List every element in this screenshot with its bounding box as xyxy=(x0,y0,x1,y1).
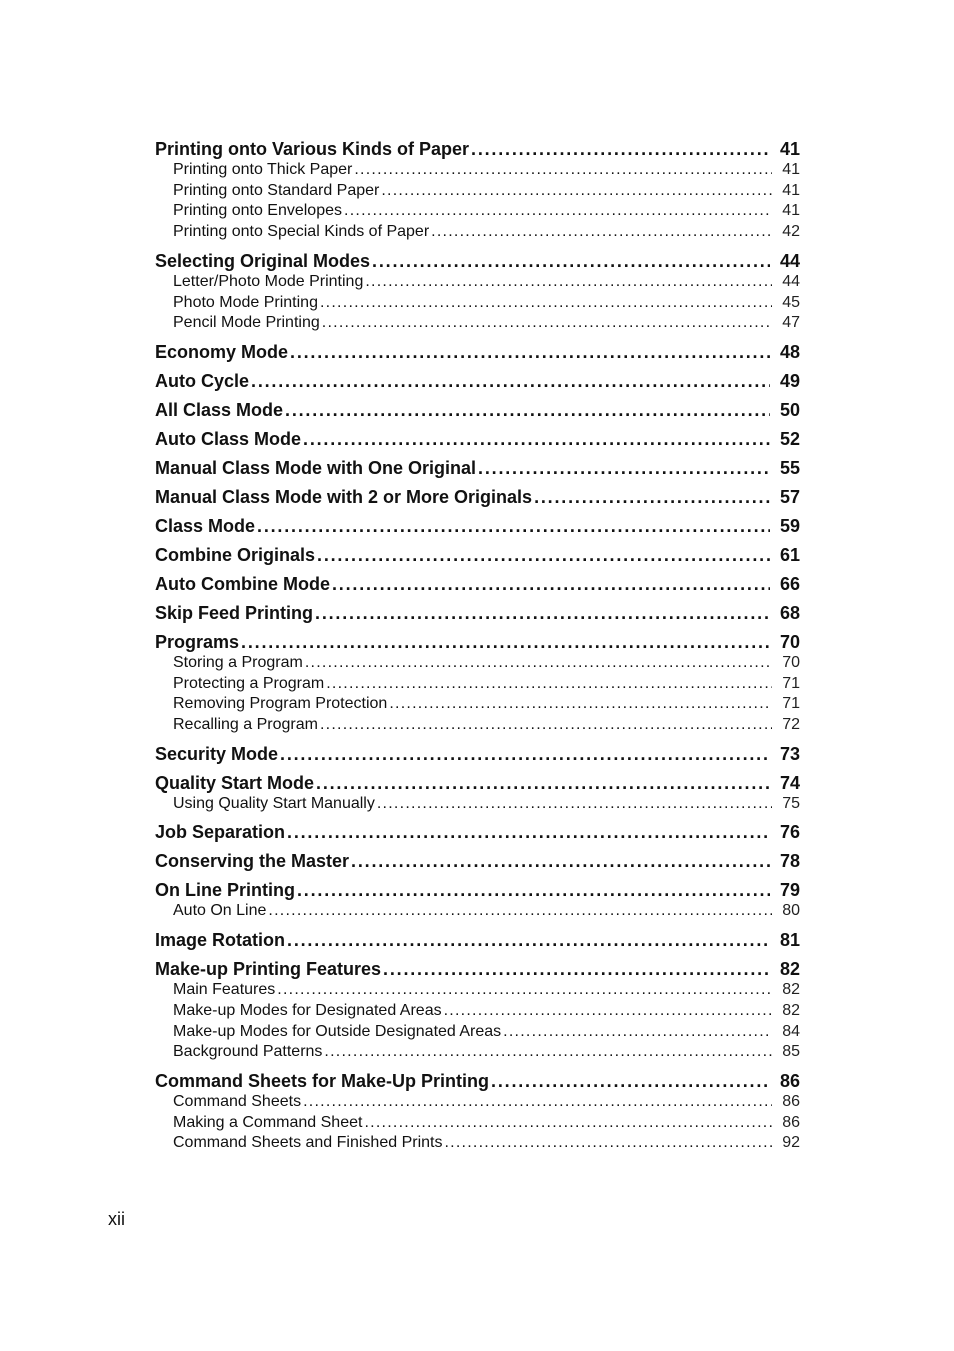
toc-entry-title: Make-up Modes for Outside Designated Areas xyxy=(173,1022,502,1040)
toc-dot-leader xyxy=(354,160,772,181)
toc-entry-title: Protecting a Program xyxy=(173,674,325,692)
toc-section-entry xyxy=(155,631,800,653)
toc-section-entry xyxy=(155,879,800,901)
toc-entry-title: Letter/Photo Mode Printing xyxy=(173,272,364,290)
toc-dot-leader xyxy=(251,370,770,392)
table-of-contents xyxy=(155,138,800,1154)
toc-entry-title: Background Patterns xyxy=(173,1043,323,1061)
toc-dot-leader xyxy=(320,715,772,736)
toc-dot-leader xyxy=(290,341,770,363)
toc-subsection-entry xyxy=(155,1022,800,1043)
toc-entry-title: Storing a Program xyxy=(173,653,303,671)
toc-subsection-entry xyxy=(155,674,800,695)
toc-section-entry xyxy=(155,958,800,980)
toc-dot-leader xyxy=(277,980,772,1001)
toc-subsection-entry xyxy=(155,1133,800,1154)
toc-entry-page: 48 xyxy=(779,341,800,362)
toc-entry-title: Photo Mode Printing xyxy=(173,293,318,311)
toc-entry-title: Recalling a Program xyxy=(173,716,318,734)
toc-dot-leader xyxy=(316,772,770,794)
toc-entry-title: Economy Mode xyxy=(155,341,289,362)
toc-entry-page: 81 xyxy=(779,930,800,951)
toc-entry-title: Conserving the Master xyxy=(155,851,350,872)
toc-entry-title: Auto Cycle xyxy=(155,370,250,391)
toc-entry-page: 50 xyxy=(779,399,800,420)
toc-entry-title: Printing onto Special Kinds of Paper xyxy=(173,223,430,241)
toc-entry-title: Image Rotation xyxy=(155,930,286,951)
toc-entry-title: Removing Program Protection xyxy=(173,695,388,713)
toc-subsection-entry xyxy=(155,901,800,922)
toc-subsection-entry xyxy=(155,694,800,715)
toc-subsection-entry xyxy=(155,715,800,736)
toc-section-entry xyxy=(155,515,800,537)
toc-section-entry xyxy=(155,428,800,450)
toc-entry-page: 76 xyxy=(779,822,800,843)
toc-entry-page: 80 xyxy=(782,902,800,920)
toc-entry-page: 45 xyxy=(782,293,800,311)
toc-entry-page: 82 xyxy=(779,959,800,980)
toc-section-entry xyxy=(155,341,800,363)
toc-entry-title: Manual Class Mode with One Original xyxy=(155,457,477,478)
toc-entry-page: 73 xyxy=(779,743,800,764)
toc-entry-title: Selecting Original Modes xyxy=(155,250,371,271)
toc-entry-page: 49 xyxy=(779,370,800,391)
toc-dot-leader xyxy=(444,1001,773,1022)
toc-entry-title: Job Separation xyxy=(155,822,286,843)
toc-entry-page: 52 xyxy=(779,428,800,449)
toc-entry-page: 41 xyxy=(779,139,800,159)
toc-subsection-entry xyxy=(155,181,800,202)
toc-section-entry xyxy=(155,850,800,872)
toc-entry-title: Printing onto Various Kinds of Paper xyxy=(155,139,470,159)
toc-dot-leader xyxy=(444,1133,772,1154)
toc-dot-leader xyxy=(280,743,770,765)
toc-subsection-entry xyxy=(155,222,800,243)
toc-dot-leader xyxy=(326,674,772,695)
toc-dot-leader xyxy=(389,694,772,715)
toc-subsection-entry xyxy=(155,1092,800,1113)
toc-entry-page: 42 xyxy=(782,223,800,241)
toc-entry-title: Class Mode xyxy=(155,515,256,536)
toc-entry-page: 70 xyxy=(779,631,800,652)
toc-dot-leader xyxy=(377,794,772,815)
toc-entry-title: Auto Combine Mode xyxy=(155,573,330,594)
toc-entry-page: 57 xyxy=(779,486,800,507)
toc-dot-leader xyxy=(268,901,772,922)
toc-dot-leader xyxy=(381,181,772,202)
toc-dot-leader xyxy=(305,653,772,674)
toc-section-entry xyxy=(155,602,800,624)
toc-dot-leader xyxy=(315,602,770,624)
page-number: xii xyxy=(108,1209,125,1229)
toc-dot-leader xyxy=(364,1113,772,1134)
toc-entry-title: Printing onto Thick Paper xyxy=(173,161,353,178)
toc-dot-leader xyxy=(322,313,772,334)
toc-dot-leader xyxy=(344,201,772,222)
toc-entry-title: Command Sheets for Make-Up Printing xyxy=(155,1070,490,1091)
toc-dot-leader xyxy=(287,821,770,843)
toc-entry-page: 71 xyxy=(782,695,800,713)
toc-section-entry xyxy=(155,250,800,272)
toc-dot-leader xyxy=(431,222,772,243)
toc-dot-leader xyxy=(303,428,770,450)
toc-entry-page: 55 xyxy=(779,457,800,478)
toc-entry-page: 47 xyxy=(782,314,800,332)
toc-entry-page: 85 xyxy=(782,1043,800,1061)
toc-entry-title: Command Sheets xyxy=(173,1092,302,1110)
toc-entry-title: Make-up Printing Features xyxy=(155,959,382,980)
toc-entry-title: Security Mode xyxy=(155,743,279,764)
toc-subsection-entry xyxy=(155,201,800,222)
toc-section-entry xyxy=(155,929,800,951)
toc-subsection-entry xyxy=(155,1113,800,1134)
toc-entry-title: All Class Mode xyxy=(155,399,284,420)
toc-section-entry xyxy=(155,1070,800,1092)
toc-entry-title: Manual Class Mode with 2 or More Originals xyxy=(155,486,533,507)
toc-section-entry xyxy=(155,457,800,479)
toc-section-entry xyxy=(155,772,800,794)
toc-section-entry xyxy=(155,399,800,421)
toc-entry-page: 61 xyxy=(779,544,800,565)
toc-entry-title: Auto On Line xyxy=(173,902,267,920)
toc-entry-page: 71 xyxy=(782,674,800,692)
toc-section-entry xyxy=(155,573,800,595)
toc-entry-page: 72 xyxy=(782,716,800,734)
toc-entry-page: 78 xyxy=(779,851,800,872)
toc-entry-page: 70 xyxy=(782,653,800,671)
toc-entry-page: 44 xyxy=(782,272,800,290)
toc-entry-title: Combine Originals xyxy=(155,544,316,565)
toc-entry-page: 66 xyxy=(779,573,800,594)
toc-dot-leader xyxy=(297,879,770,901)
toc-subsection-entry xyxy=(155,980,800,1001)
toc-subsection-entry xyxy=(155,293,800,314)
toc-section-entry xyxy=(155,486,800,508)
toc-entry-page: 41 xyxy=(782,202,800,220)
toc-subsection-entry xyxy=(155,272,800,293)
toc-entry-page: 86 xyxy=(782,1113,800,1131)
toc-dot-leader xyxy=(257,515,770,537)
toc-entry-title: Auto Class Mode xyxy=(155,428,302,449)
toc-entry-page: 82 xyxy=(782,1001,800,1019)
toc-entry-title: Pencil Mode Printing xyxy=(173,314,320,332)
toc-entry-page: 82 xyxy=(782,981,800,999)
toc-entry-title: Making a Command Sheet xyxy=(173,1113,363,1131)
toc-dot-leader xyxy=(534,486,770,508)
toc-section-entry xyxy=(155,821,800,843)
toc-dot-leader xyxy=(303,1092,772,1113)
toc-entry-title: Printing onto Envelopes xyxy=(173,202,342,220)
toc-entry-title: Printing onto Standard Paper xyxy=(173,181,380,199)
toc-subsection-entry xyxy=(155,160,800,181)
toc-dot-leader xyxy=(285,399,770,421)
toc-entry-page: 41 xyxy=(782,181,800,199)
toc-subsection-entry xyxy=(155,1042,800,1063)
toc-entry-title: Programs xyxy=(155,631,240,652)
toc-entry-page: 59 xyxy=(779,515,800,536)
toc-entry-title: Command Sheets and Finished Prints xyxy=(173,1134,443,1152)
toc-dot-leader xyxy=(372,250,770,272)
toc-entry-title: Skip Feed Printing xyxy=(155,602,314,623)
toc-subsection-entry xyxy=(155,1001,800,1022)
toc-entry-page: 68 xyxy=(779,602,800,623)
toc-dot-leader xyxy=(320,293,772,314)
toc-dot-leader xyxy=(383,958,770,980)
toc-entry-page: 44 xyxy=(779,250,800,271)
toc-section-entry xyxy=(155,544,800,566)
toc-section-entry xyxy=(155,743,800,765)
toc-entry-page: 92 xyxy=(782,1134,800,1152)
toc-dot-leader xyxy=(351,850,770,872)
toc-entry-title: Make-up Modes for Designated Areas xyxy=(173,1001,442,1019)
toc-dot-leader xyxy=(365,272,772,293)
toc-entry-title: Using Quality Start Manually xyxy=(173,794,375,812)
toc-entry-page: 41 xyxy=(782,161,800,178)
toc-dot-leader xyxy=(471,138,770,160)
toc-entry-title: Quality Start Mode xyxy=(155,772,315,793)
toc-dot-leader xyxy=(332,573,770,595)
toc-entry-page: 75 xyxy=(782,794,800,812)
toc-entry-title: On Line Printing xyxy=(155,880,295,901)
toc-entry-page: 84 xyxy=(782,1022,800,1040)
toc-dot-leader xyxy=(478,457,770,479)
toc-dot-leader xyxy=(503,1022,772,1043)
toc-section-entry xyxy=(155,138,800,160)
toc-dot-leader xyxy=(317,544,770,566)
toc-entry-page: 74 xyxy=(779,772,800,793)
toc-entry-page: 79 xyxy=(779,880,800,901)
toc-entry-page: 86 xyxy=(782,1092,800,1110)
toc-dot-leader xyxy=(491,1070,770,1092)
toc-entry-title: Main Features xyxy=(173,981,276,999)
toc-subsection-entry xyxy=(155,313,800,334)
toc-dot-leader xyxy=(324,1042,772,1063)
toc-dot-leader xyxy=(287,929,770,951)
toc-entry-page: 86 xyxy=(779,1070,800,1091)
toc-dot-leader xyxy=(241,631,770,653)
toc-subsection-entry xyxy=(155,794,800,815)
toc-section-entry xyxy=(155,370,800,392)
toc-subsection-entry xyxy=(155,653,800,674)
